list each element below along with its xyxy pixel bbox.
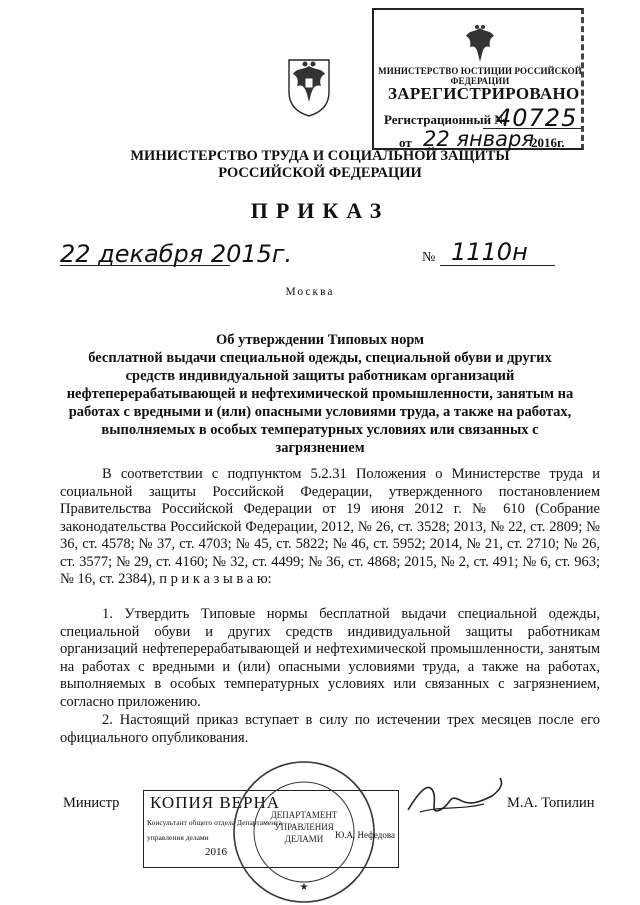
stamp-number-value: 40725 — [496, 104, 578, 132]
stamp-date-year: 2016г. — [531, 135, 565, 150]
stamp-ministry: МИНИСТЕРСТВО ЮСТИЦИИ РОССИЙСКОЙ ФЕДЕРАЦИИ — [378, 66, 582, 86]
order-number-label: № — [422, 250, 436, 265]
preamble-paragraph: В соответствии с подпунктом 5.2.31 Положения о Министерстве труда и социальной защиты Российской Федерации, утвержденного постановлением Правительства Российской Федерации от 19 июня 2012 г. № 610 (Собрание законодательства Российской Федерации, 2012, № 26, ст. 3528; 2013, № 22, ст. 2809; № 36, ст. 4578; № 37, ст. 4703; № 45, ст. 5822; № 46, ст. 5952; 2014, № 21, ст. 2710; № 26, ст. 3577; № 29, ст. 4160; № 32, ст. 4499; № 36, ст. 4868; 2015, № 2, ст. 491; № 6, ст. 963; № 16, ст. 2384), п р и к а з ы в а ю: — [60, 466, 600, 587]
signatory-position: Министр — [63, 795, 120, 811]
svg-text:ДЕЛАМИ: ДЕЛАМИ — [284, 834, 324, 844]
stamp-title: ЗАРЕГИСТРИРОВАНО — [388, 84, 580, 103]
order-title — [60, 331, 580, 457]
document-type: ПРИКАЗ — [250, 198, 390, 223]
title-line: Об утверждении Типовых норм — [215, 332, 425, 348]
ministry-name — [0, 148, 640, 182]
svg-text:ДЕПАРТАМЕНТ: ДЕПАРТАМЕНТ — [270, 810, 338, 820]
ministry-line-1: МИНИСТЕРСТВО ТРУДА И СОЦИАЛЬНОЙ ЗАЩИТЫ — [130, 148, 510, 164]
copy-stamp-title: КОПИЯ ВЕРНА — [150, 793, 281, 812]
title-line: работах с вредными и (или) опасными условиями труда, а также на работах, — [68, 404, 572, 420]
stamp-date-value: 22 января — [423, 127, 534, 151]
coat-of-arms-emblem — [283, 52, 335, 118]
copy-stamp-signer: Ю.А. Нефедова — [335, 830, 396, 840]
city: Москва — [285, 286, 335, 298]
order-date-underline — [60, 265, 230, 266]
stamp-emblem-icon — [460, 22, 500, 70]
title-line: выполняемых в особых температурных условиях или связанных с — [101, 422, 539, 438]
copy-stamp-department: управления делами — [147, 833, 209, 842]
title-line: загрязнением — [275, 440, 365, 456]
stamp-number-label: Регистрационный № — [384, 112, 508, 127]
item-2-paragraph: 2. Настоящий приказ вступает в силу по истечении трех месяцев после его официального опубликования. — [60, 712, 600, 746]
copy-stamp-date: 2016 — [205, 846, 227, 858]
department-seal-icon — [228, 758, 380, 905]
item-1-paragraph: 1. Утвердить Типовые нормы бесплатной выдачи специальной одежды, специальной обуви и других средств индивидуальной защиты работникам организаций нефтеперерабатывающей и нефтехимической промышленности, занятым на работах с вредными и (или) опасными условиями труда, а также на работах, выполняемых в особых температурных условиях или связанных с загрязнением, согласно приложению. — [60, 606, 600, 710]
order-number: 1110н — [451, 238, 528, 266]
svg-text:★: ★ — [299, 882, 309, 893]
minister-signature-icon — [400, 770, 510, 840]
signatory-name: М.А. Топилин — [507, 795, 595, 811]
copy-stamp-position: Консультант общего отдела Департамента — [147, 818, 282, 827]
svg-text:УПРАВЛЕНИЯ: УПРАВЛЕНИЯ — [274, 822, 334, 832]
title-line: бесплатной выдачи специальной одежды, специальной обуви и других — [88, 350, 552, 366]
order-number-underline — [440, 265, 555, 266]
ministry-line-2: РОССИЙСКОЙ ФЕДЕРАЦИИ — [218, 165, 422, 181]
order-date: 22 декабря 2015г. — [60, 240, 293, 268]
title-line: средств индивидуальной защиты работникам организаций — [125, 368, 515, 384]
title-line: нефтеперерабатывающей и нефтехимической промышленности, занятым на — [66, 386, 574, 402]
stamp-date-label: от — [399, 135, 412, 150]
